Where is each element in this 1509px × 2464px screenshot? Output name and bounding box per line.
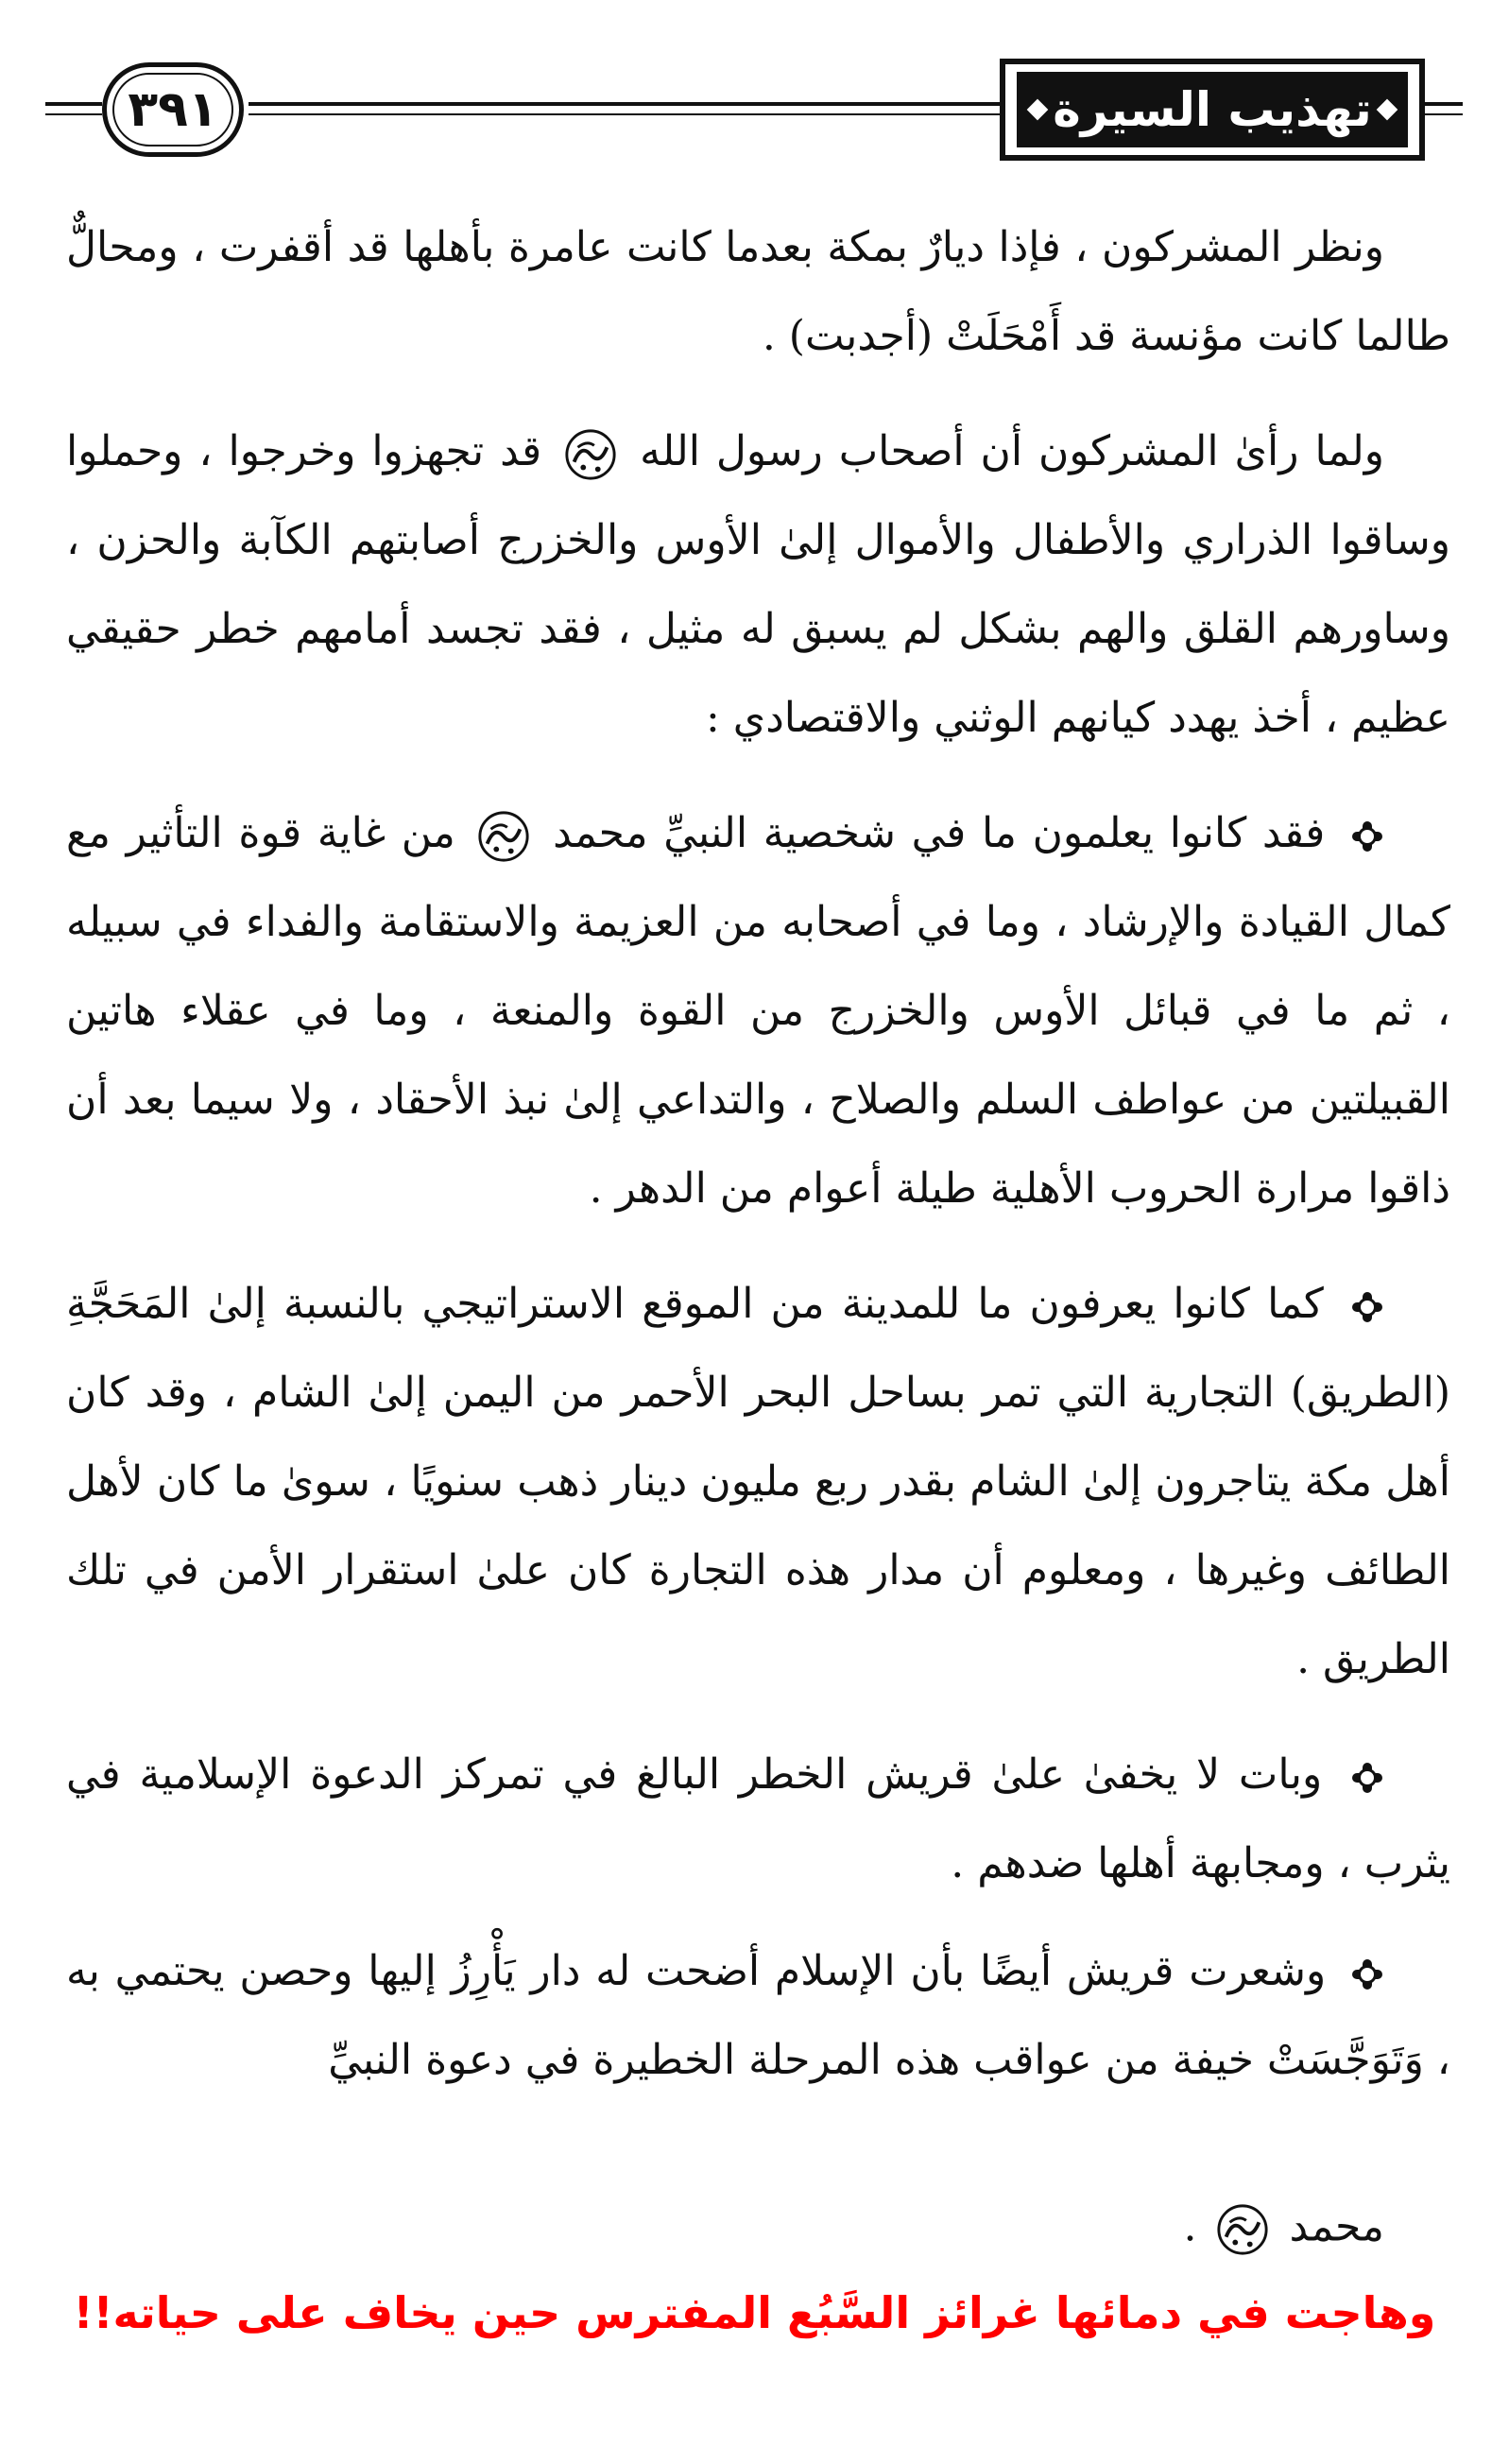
last-line-end: . [1183, 2202, 1197, 2251]
paragraph-4-text: كما كانوا يعرفون ما للمدينة من الموقع الاستراتيجي بالنسبة إلىٰ المَحَجَّةِ (الطريق) التجارية التي تمر بساحل البحر الأحمر من اليمن إلىٰ الشام ، وقد كان أهل مكة يتاجرون إلىٰ الشام بقدر ربع مليون دينار ذهب سنويًا ، سوىٰ ما كان لأهل الطائف وغيرها ، ومعلوم أن مدار هذه التجارة كان علىٰ استقرار الأمن في تلك الطريق . [66, 1280, 1450, 1683]
paragraph-2-text-after: قد تجهزوا وخرجوا ، وحملوا وساقوا الذراري والأطفال والأموال إلىٰ الأوس والخزرج أصابتهم الكآبة والحزن ، وساورهم القلق والهم بشكل لم يسبق له مثيل ، فقد تجسد أمامهم خطر حقيقي عظيم ، أخذ يهدد كيانهم الوثني والاقتصادي : [66, 427, 1450, 742]
book-title-plate [1017, 72, 1408, 147]
paragraph-4 [66, 1260, 1450, 1704]
header-rule-right [1425, 102, 1463, 106]
ornament-left-icon [1027, 99, 1049, 121]
header-rule-left-thin [45, 113, 102, 115]
salawat-honorific-icon [1215, 2202, 1270, 2257]
header-rule-middle [249, 102, 1004, 106]
book-title-frame [1000, 59, 1425, 161]
salawat-honorific-icon [563, 427, 618, 482]
last-line-text: محمد [1289, 2202, 1384, 2251]
paragraph-6 [66, 1927, 1450, 2105]
flower-bullet-icon [1350, 819, 1384, 853]
paragraph-1 [66, 203, 1450, 381]
paragraph-2-text-before: ولما رأىٰ المشركون أن أصحاب رسول الله [640, 427, 1384, 475]
paragraph-6-last-line [66, 2202, 1384, 2257]
page-body [66, 203, 1450, 2124]
book-title: تهذيب السيرة [1053, 82, 1372, 137]
paragraph-5 [66, 1731, 1450, 1908]
red-highlight-quote: وهاجت في دمائها غرائز السَّبُع المفترس حين يخاف على حياته!! [73, 2287, 1436, 2338]
page-header [45, 55, 1463, 168]
header-rule-left [45, 102, 102, 106]
paragraph-5-text: وبات لا يخفىٰ علىٰ قريش الخطر البالغ في تمركز الدعوة الإسلامية في يثرب ، ومجابهة أهلها ضدهم . [66, 1750, 1450, 1887]
header-rule-right-thin [1425, 113, 1463, 115]
flower-bullet-icon [1350, 1957, 1384, 1991]
page-number: ٣٩١ [128, 81, 218, 138]
flower-bullet-icon [1350, 1761, 1384, 1795]
flower-bullet-icon [1350, 1290, 1384, 1324]
paragraph-3 [66, 789, 1450, 1233]
paragraph-2 [66, 407, 1450, 763]
paragraph-6-text: وشعرت قريش أيضًا بأن الإسلام أضحت له دار يَأْرِزُ إليها وحصن يحتمي به ، وَتَوَجَّسَتْ خيفة من عواقب هذه المرحلة الخطيرة في دعوة النبيِّ [66, 1947, 1450, 2084]
header-rule-middle-thin [249, 113, 1004, 115]
paragraph-3-text-before: فقد كانوا يعلمون ما في شخصية النبيِّ محمد [553, 809, 1326, 857]
paragraph-3-text-after: من غاية قوة التأثير مع كمال القيادة والإرشاد ، وما في أصحابه من العزيمة والاستقامة والفداء في سبيله ، ثم ما في قبائل الأوس والخزرج من القوة والمنعة ، وما في عقلاء هاتين القبيلتين من عواطف السلم والصلاح ، والتداعي إلىٰ نبذ الأحقاد ، ولا سيما بعد أن ذاقوا مرارة الحروب الأهلية طيلة أعوام من الدهر . [66, 809, 1450, 1213]
ornament-right-icon [1377, 99, 1398, 121]
page-number-badge [102, 62, 244, 157]
salawat-honorific-icon [476, 809, 531, 864]
paragraph-1-text: ونظر المشركون ، فإذا ديارٌ بمكة بعدما كانت عامرة بأهلها قد أقفرت ، ومحالٌّ طالما كانت مؤنسة قد أَمْحَلَتْ (أجدبت) . [66, 223, 1450, 360]
